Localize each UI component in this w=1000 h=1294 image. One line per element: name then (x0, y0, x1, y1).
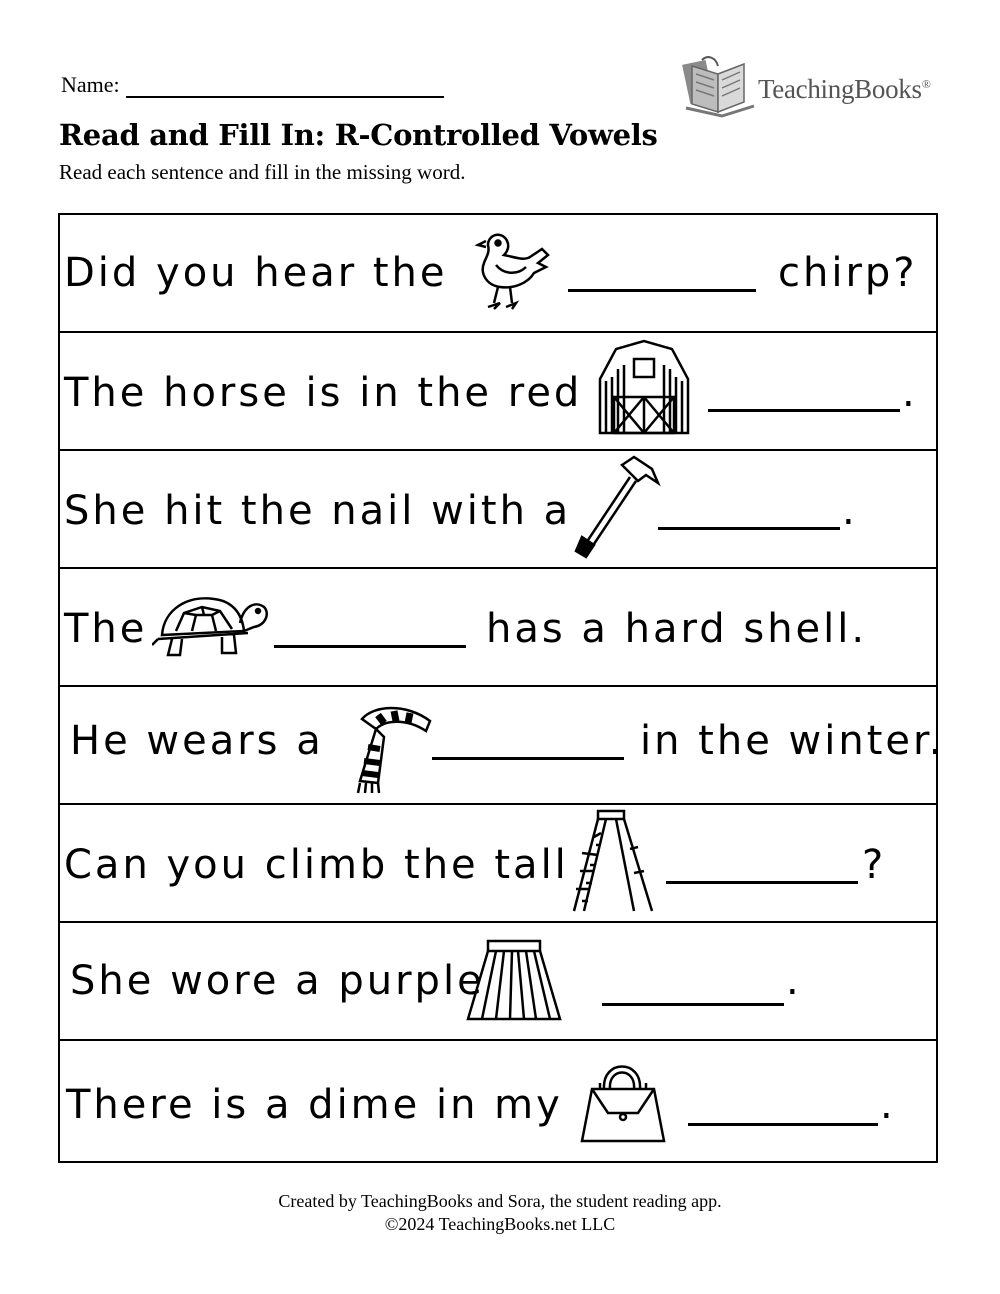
sentence-text-before: He wears a (70, 718, 324, 764)
footer-copyright: ©2024 TeachingBooks.net LLC (384, 1214, 616, 1234)
sentence-row (60, 333, 936, 451)
bird-icon (458, 223, 558, 323)
sentence-row (60, 569, 936, 687)
answer-blank[interactable] (568, 289, 756, 292)
sentence-text-before: The horse is in the red (64, 370, 583, 416)
answer-blank[interactable] (432, 757, 624, 760)
sentence-text-after: . (842, 488, 858, 534)
sentence-text-after: has a hard shell. (486, 606, 868, 652)
skirt-icon (464, 937, 564, 1025)
answer-blank[interactable] (274, 645, 466, 648)
sentence-text-after: . (902, 370, 918, 416)
sentence-text-before: Can you climb the tall (64, 842, 569, 888)
hammer-icon (572, 455, 662, 561)
barn-icon (596, 339, 692, 439)
sentence-text-after: . (880, 1082, 896, 1128)
name-label: Name: (61, 72, 120, 97)
worksheet-title: Read and Fill In: R-Controlled Vowels (59, 118, 658, 152)
teachingbooks-logo (682, 52, 944, 118)
sentence-text-before: There is a dime in my (66, 1082, 563, 1128)
sentence-row (60, 1041, 936, 1159)
answer-blank[interactable] (666, 881, 858, 884)
sentence-row (60, 923, 936, 1041)
sentence-row (60, 805, 936, 923)
sentence-text-before: Did you hear the (64, 250, 448, 296)
answer-blank[interactable] (602, 1003, 784, 1006)
answer-blank[interactable] (658, 527, 840, 530)
sentence-text-after: in the winter. (640, 718, 945, 764)
answer-blank[interactable] (688, 1123, 878, 1126)
sentence-text-after: . (786, 958, 802, 1004)
brand-name: TeachingBooks® (758, 74, 931, 104)
sentence-row (60, 451, 936, 569)
answer-blank[interactable] (708, 409, 900, 412)
sentence-text-after: chirp? (778, 250, 918, 296)
scarf-icon (350, 697, 436, 797)
sentence-row (60, 687, 945, 805)
sentence-row (60, 215, 936, 333)
worksheet-instructions: Read each sentence and fill in the missing word. (59, 160, 466, 184)
name-blank-line[interactable] (126, 74, 444, 98)
purse-icon (578, 1045, 668, 1149)
turtle-icon (152, 583, 272, 663)
sentence-text-before: She wore a purple (70, 958, 485, 1004)
sentence-text-before: She hit the nail with a (64, 488, 572, 534)
sentence-text-after: ? (862, 842, 887, 888)
ladder-icon (568, 809, 658, 917)
sentence-text-before: The (64, 606, 148, 652)
footer-credit: Created by TeachingBooks and Sora, the student reading app. (278, 1191, 722, 1211)
open-book-icon (682, 52, 758, 118)
name-field (61, 72, 444, 98)
sentence-grid (58, 213, 945, 1163)
